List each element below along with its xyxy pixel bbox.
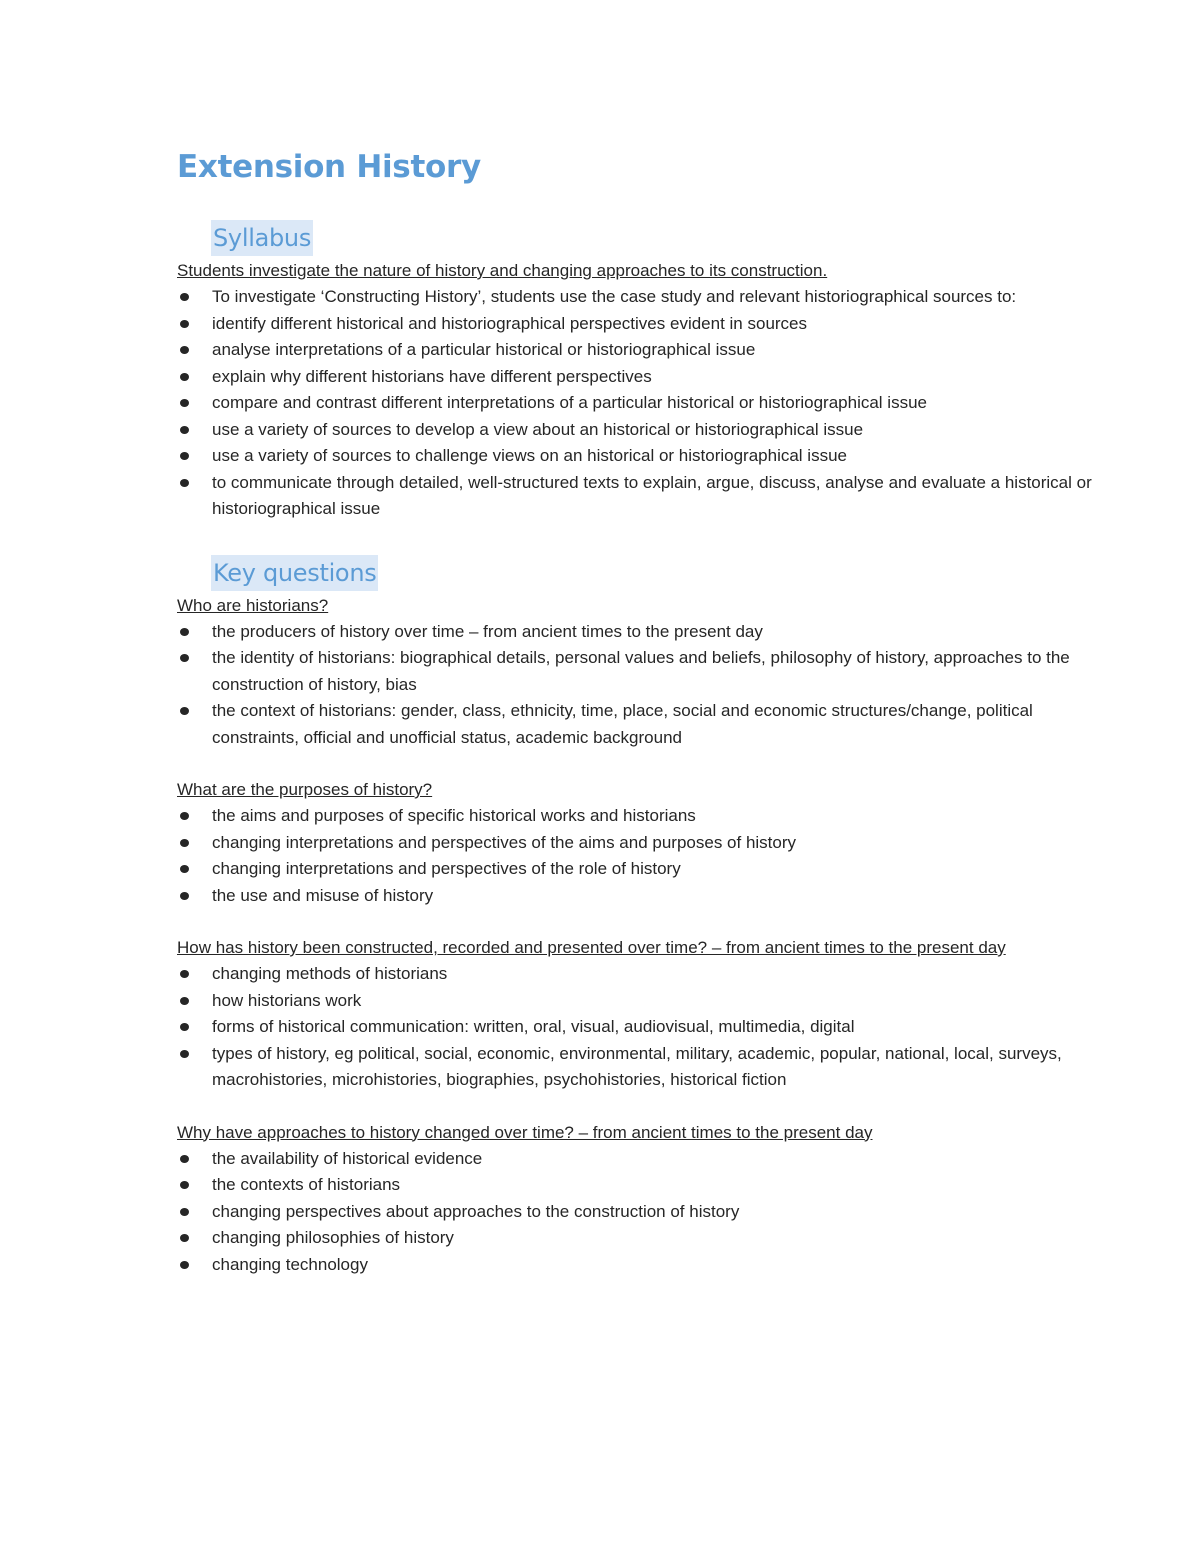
- list-item-text: use a variety of sources to challenge views on an historical or historiographical issue: [212, 446, 847, 465]
- list-item-text: compare and contrast different interpretations of a particular historical or historiographical issue: [212, 393, 927, 412]
- list-item-text: explain why different historians have different perspectives: [212, 366, 652, 386]
- bullet-icon: [180, 399, 189, 407]
- bullet-icon: [180, 373, 189, 381]
- list-item: [177, 883, 1092, 910]
- key-questions-heading: Key questions: [211, 555, 378, 591]
- list-item: [177, 1041, 1092, 1094]
- question-heading: Who are historians?: [177, 595, 329, 615]
- list-item: [177, 803, 1092, 830]
- document-title: Extension History: [177, 149, 481, 185]
- list-item: [177, 1172, 1092, 1199]
- list-item: [177, 1146, 1092, 1173]
- question-heading: How has history been constructed, recorded and presented over time? – from ancient times to the present day: [177, 938, 1006, 957]
- bullet-icon: [180, 452, 189, 460]
- bullet-icon: [180, 865, 189, 873]
- list-item: [177, 364, 1092, 391]
- bullet-icon: [180, 1050, 189, 1058]
- list-item-text: changing philosophies of history: [212, 1228, 454, 1247]
- list-item-text: forms of historical communication: written, oral, visual, audiovisual, multimedia, digital: [212, 1017, 855, 1036]
- question-list: [177, 803, 1077, 909]
- list-item-text: the contexts of historians: [212, 1175, 401, 1194]
- list-item-text: the use and misuse of history: [212, 885, 434, 905]
- list-item-text: how historians work: [212, 990, 362, 1010]
- list-item-text: the context of historians: gender, class, ethnicity, time, place, social and economic structures/change, political constraints, official and unofficial status, academic background: [212, 701, 1033, 747]
- bullet-icon: [180, 997, 189, 1005]
- question-heading: What are the purposes of history?: [177, 780, 433, 799]
- bullet-icon: [180, 628, 189, 636]
- list-item: [177, 1199, 1092, 1226]
- bullet-icon: [180, 1234, 189, 1242]
- list-item: [177, 443, 1092, 470]
- syllabus-heading: Syllabus: [211, 220, 313, 256]
- list-item-text: changing technology: [212, 1254, 368, 1274]
- list-item: [177, 390, 1092, 417]
- key-questions-heading-wrap: [177, 555, 1077, 593]
- list-item-text: the availability of historical evidence: [212, 1148, 483, 1168]
- list-item: [177, 1014, 1092, 1041]
- bullet-icon: [180, 1155, 189, 1163]
- question-list: [177, 619, 1077, 752]
- list-item-text: identify different historical and historiographical perspectives evident in sources: [212, 313, 808, 333]
- bullet-icon: [180, 1208, 189, 1216]
- syllabus-list: [177, 284, 1092, 523]
- list-item: [177, 284, 1092, 311]
- list-item-text: to communicate through detailed, well-structured texts to explain, argue, discuss, analyse and evaluate a historical or historiographical issue: [212, 472, 1092, 518]
- list-item: [177, 470, 1092, 523]
- list-item-text: the producers of history over time – from ancient times to the present day: [212, 621, 763, 641]
- document-page: [177, 148, 1092, 1278]
- bullet-icon: [180, 426, 189, 434]
- syllabus-intro: Students investigate the nature of history and changing approaches to its construction.: [177, 261, 828, 280]
- list-item: [177, 1225, 1092, 1252]
- list-item-text: To investigate ‘Constructing History’, students use the case study and relevant historiographical sources to:: [212, 287, 1017, 306]
- list-item: [177, 619, 1092, 646]
- list-item: [177, 961, 1092, 988]
- list-item-text: changing methods of historians: [212, 964, 448, 983]
- list-item: [177, 856, 1092, 883]
- question-heading: Why have approaches to history changed over time? – from ancient times to the present day: [177, 1122, 873, 1142]
- bullet-icon: [180, 654, 189, 662]
- list-item: [177, 645, 1092, 698]
- syllabus-heading-wrap: [177, 220, 1077, 258]
- list-item: [177, 830, 1092, 857]
- bullet-icon: [180, 707, 189, 715]
- list-item: [177, 337, 1092, 364]
- bullet-icon: [180, 1181, 189, 1189]
- list-item-text: changing perspectives about approaches to the construction of history: [212, 1201, 740, 1221]
- question-list: [177, 1146, 1077, 1279]
- list-item-text: changing interpretations and perspectives of the role of history: [212, 859, 681, 878]
- bullet-icon: [180, 812, 189, 820]
- bullet-icon: [180, 1023, 189, 1031]
- list-item-text: the aims and purposes of specific historical works and historians: [212, 806, 696, 825]
- bullet-icon: [180, 970, 189, 978]
- bullet-icon: [180, 293, 189, 301]
- list-item: [177, 988, 1092, 1015]
- bullet-icon: [180, 892, 189, 900]
- list-item-text: analyse interpretations of a particular historical or historiographical issue: [212, 340, 756, 359]
- list-item-text: use a variety of sources to develop a view about an historical or historiographical issue: [212, 419, 864, 439]
- list-item: [177, 417, 1092, 444]
- bullet-icon: [180, 479, 189, 487]
- list-item: [177, 698, 1092, 751]
- list-item: [177, 1252, 1092, 1279]
- list-item: [177, 311, 1092, 338]
- list-item-text: types of history, eg political, social, economic, environmental, military, academic, popular, national, local, surveys, macrohistories, microhistories, biographies, psychohistories, historical fiction: [212, 1043, 1062, 1089]
- question-list: [177, 961, 1077, 1094]
- list-item-text: changing interpretations and perspectives of the aims and purposes of history: [212, 832, 797, 852]
- bullet-icon: [180, 839, 189, 847]
- bullet-icon: [180, 346, 189, 354]
- list-item-text: the identity of historians: biographical details, personal values and beliefs, philosophy of history, approaches to the construction of history, bias: [212, 648, 1070, 694]
- bullet-icon: [180, 320, 189, 328]
- bullet-icon: [180, 1261, 189, 1269]
